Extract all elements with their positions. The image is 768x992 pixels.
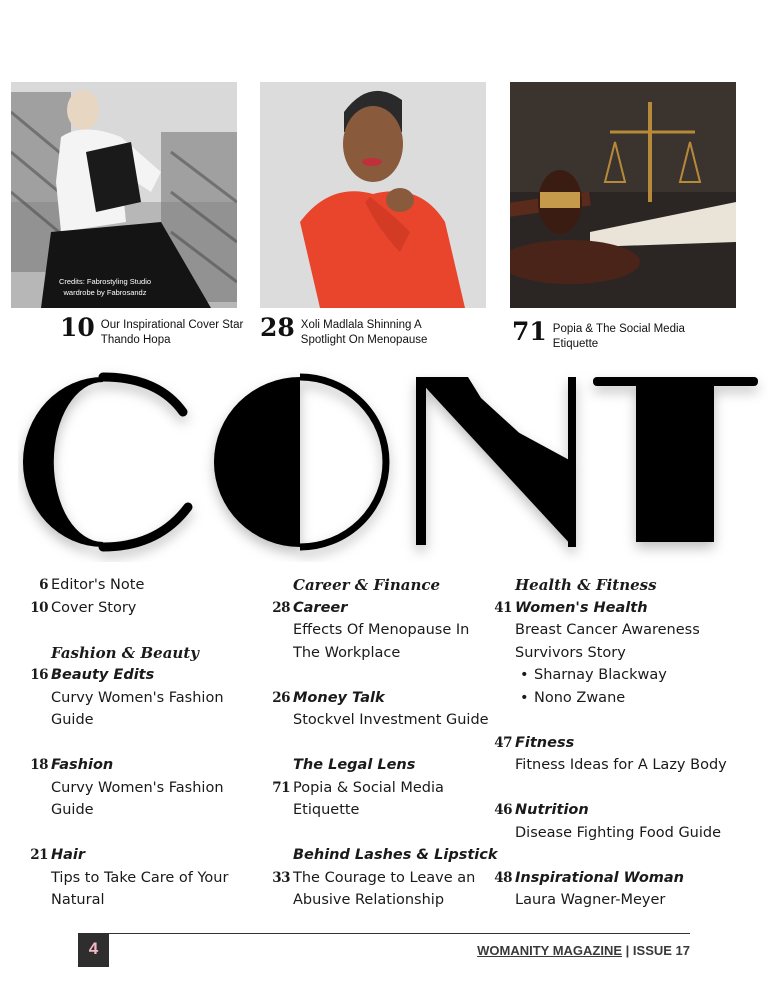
feature-title: Our Inspirational Cover Star Thando Hopa [100, 319, 244, 346]
toc-page-number: 71 [272, 779, 290, 796]
toc-entry-fitness[interactable] [478, 732, 738, 755]
toc-entry-beauty-edits[interactable] [14, 664, 254, 687]
toc-entry-label: Cover Story [51, 599, 137, 616]
feature-cover-star[interactable] [60, 314, 246, 348]
toc-entry-legal-lens[interactable] [256, 777, 501, 800]
toc-entry-money-talk[interactable] [256, 687, 501, 710]
feature-menopause[interactable] [260, 314, 436, 348]
toc-entry-line: Disease Fighting Food Guide [515, 824, 722, 841]
feature-title: Xoli Madlala Shinning A Spotlight On Menopause [300, 319, 428, 346]
page-number: 4 [78, 933, 109, 967]
photo-credit: Credits: Fabrostyling Studio wardrobe by Fabrosandz [58, 277, 152, 297]
toc-entry-editors-note[interactable] [14, 574, 254, 597]
toc-page-number: 33 [272, 869, 290, 886]
toc-entry-title[interactable]: Behind Lashes & Lipstick [293, 847, 498, 863]
toc-column-health [478, 574, 738, 912]
toc-page-number: 48 [494, 869, 512, 886]
letter-c [23, 377, 103, 547]
toc-page-number: 21 [30, 847, 48, 863]
toc-bullet: • Nono Zwane [478, 687, 738, 710]
toc-page-number: 26 [272, 689, 290, 706]
gavel-photo [510, 82, 736, 308]
feature-page-number: 28 [260, 313, 295, 342]
feature-page-number: 71 [512, 317, 547, 346]
toc-entry-title: Nutrition [515, 802, 589, 818]
toc-entry-line: Tips to Take Care of Your [51, 869, 229, 886]
toc-entry-title: Career [293, 599, 348, 616]
magazine-name[interactable]: WOMANITY MAGAZINE [477, 943, 623, 958]
toc-entry-line: Abusive Relationship [293, 892, 445, 908]
toc-entry-line: Survivors Story [515, 644, 626, 661]
feature-page-number: 10 [60, 313, 95, 342]
toc-entry-line: Curvy Women's Fashion [51, 689, 224, 706]
toc-page-number: 28 [272, 599, 290, 616]
footer-divider [78, 933, 690, 934]
issue-number: ISSUE 17 [632, 943, 690, 958]
toc-column-career [256, 574, 501, 912]
toc-entry-line: Stockvel Investment Guide [293, 712, 489, 728]
toc-entry-line: The Courage to Leave an [293, 869, 476, 886]
toc-section-heading: Health & Fitness [515, 576, 657, 594]
toc-page-number: 47 [494, 734, 512, 751]
cover-star-photo [11, 82, 237, 308]
toc-entry-title: Fitness [515, 734, 575, 751]
toc-entry-title: Women's Health [515, 599, 648, 616]
toc-entry-label: Editor's Note [51, 577, 145, 593]
feature-popia[interactable] [512, 318, 693, 352]
letter-n [416, 377, 426, 545]
portrait-photo [260, 82, 486, 308]
toc-page-number: 6 [39, 577, 48, 593]
toc-page-number: 16 [30, 667, 48, 683]
footer-masthead [477, 943, 690, 958]
feature-title: Popia & The Social Media Etiquette [552, 323, 685, 350]
toc-entry-title: Fashion [51, 757, 114, 773]
toc-entry-line: Guide [51, 802, 94, 818]
toc-entry-title[interactable]: The Legal Lens [293, 757, 416, 773]
toc-entry-womens-health[interactable] [478, 597, 738, 620]
toc-entry-line: Fitness Ideas for A Lazy Body [515, 757, 727, 773]
toc-entry-title: Beauty Edits [51, 667, 155, 683]
toc-section-heading: Career & Finance [293, 576, 441, 594]
toc-page-number: 46 [494, 802, 512, 818]
toc-entry-line: The Workplace [293, 644, 401, 661]
toc-entry-behind-lashes[interactable] [256, 867, 501, 890]
toc-entry-line: Effects Of Menopause In [293, 622, 470, 638]
toc-bullet: • Sharnay Blackway [478, 664, 738, 687]
toc-entry-title: Hair [51, 847, 86, 863]
toc-entry-cover-story[interactable] [14, 597, 254, 620]
footer-separator: | [622, 943, 633, 958]
toc-entry-line: Guide [51, 712, 94, 728]
toc-entry-line: Curvy Women's Fashion [51, 779, 224, 796]
contents-headline [18, 362, 768, 562]
toc-entry-nutrition[interactable] [478, 799, 738, 822]
toc-entry-line: Natural [51, 892, 105, 908]
toc-entry-line: Breast Cancer Awareness [515, 622, 700, 638]
toc-entry-title: Money Talk [293, 689, 385, 706]
toc-entry-line: Popia & Social Media [293, 779, 444, 796]
toc-page-number: 10 [30, 599, 48, 616]
toc-section-heading: Fashion & Beauty [51, 643, 199, 662]
toc-entry-line: Laura Wagner-Meyer [515, 892, 666, 908]
toc-entry-line: Etiquette [293, 802, 360, 818]
toc-entry-career[interactable] [256, 597, 501, 620]
toc-page-number: 41 [494, 599, 512, 616]
toc-page-number: 18 [30, 757, 48, 773]
toc-entry-fashion[interactable] [14, 754, 254, 777]
toc-entry-hair[interactable] [14, 844, 254, 867]
letter-o [214, 377, 300, 547]
toc-column-fashion [14, 574, 254, 912]
toc-entry-inspirational-woman[interactable] [478, 867, 738, 890]
toc-entry-title: Inspirational Woman [515, 869, 685, 886]
